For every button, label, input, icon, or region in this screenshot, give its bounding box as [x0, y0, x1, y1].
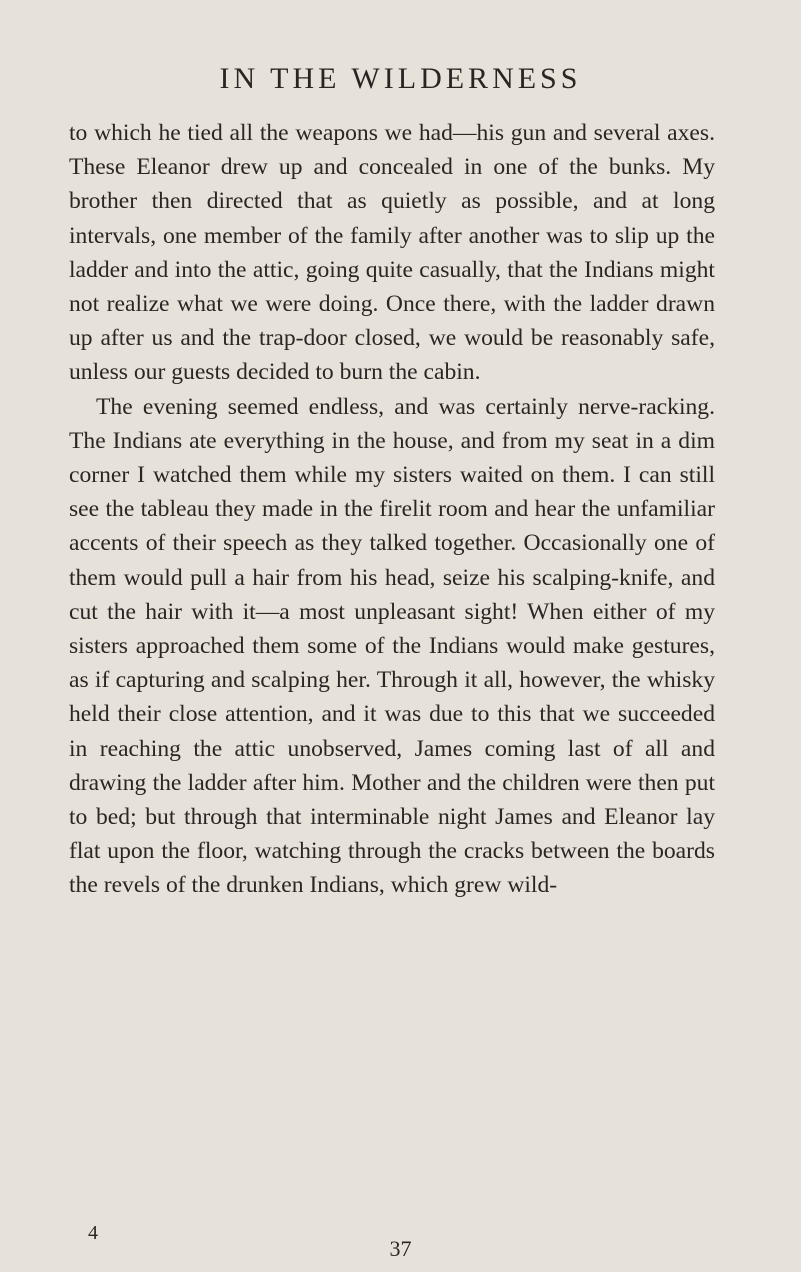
paragraph-continued: to which he tied all the weapons we had—his gun and several axes. These Eleanor drew up and concealed in one of the bunks. My brother then directed that as quietly as possible, and at long intervals, one member of the family after another was to slip up the ladder and into the attic, going quite casually, that the Indians might not realize what we were doing. Once there, with the ladder drawn up after us and the trap-door closed, we would be reasonably safe, unless our guests decided to burn the cabin.	[69, 120, 715, 386]
paragraph: The evening seemed endless, and was certainly nerve-racking. The Indians ate everything in the house, and from my seat in a dim corner I watched them while my sisters waited on them. I can still see the tableau they made in the firelit room and hear the unfamiliar accents of their speech as they talked together. Occasionally one of them would pull a hair from his head, seize his scalping-knife, and cut the hair with it—a most unpleasant sight! When either of my sisters approached them some of the Indians would make gestures, as if capturing and scalping her. Through it all, however, the whisky held their close attention, and it was due to this that we succeeded in reaching the attic unobserved, James coming last of all and drawing the ladder after him. Mother and the children were then put to bed; but through that interminable night James and Eleanor lay flat upon the floor, watching through the cracks between the boards the revels of the drunken Indians, which grew wild-	[69, 393, 715, 899]
signature-mark: 4	[88, 1222, 98, 1244]
body-text	[69, 116, 715, 903]
page-number: 37	[389, 1236, 412, 1261]
running-head: IN THE WILDERNESS	[219, 62, 582, 95]
